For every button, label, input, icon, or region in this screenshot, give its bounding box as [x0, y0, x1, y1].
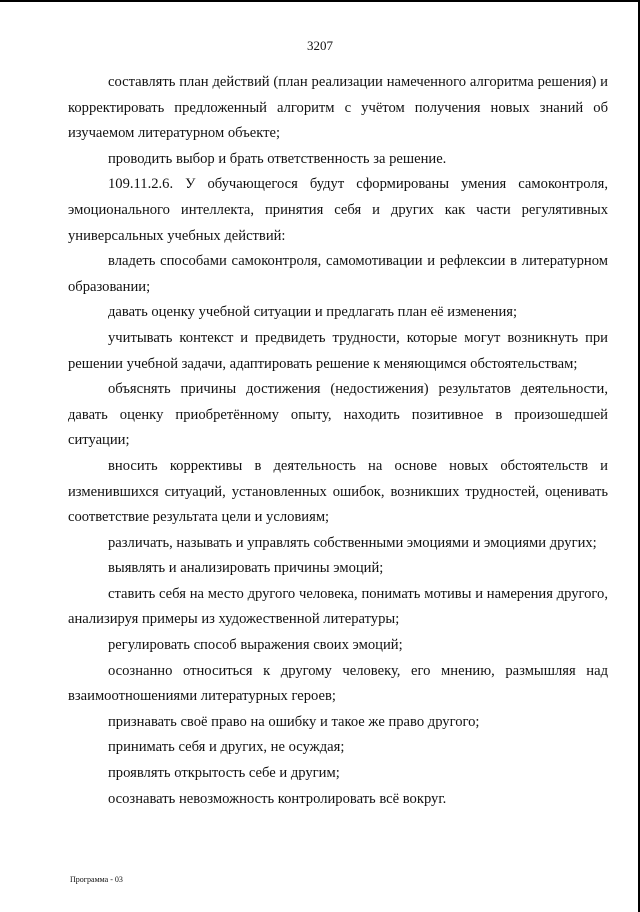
- list-item: проявлять открытость себе и другим;: [108, 765, 340, 782]
- list-item: принимать себя и других, не осуждая;: [108, 739, 345, 756]
- list-item: осознавать невозможность контролировать всё вокруг.: [108, 790, 447, 807]
- list-item: давать оценку учебной ситуации и предлагать план её изменения;: [108, 304, 518, 321]
- list-item: ставить себя на место другого человека, понимать мотивы и намерения другого, анализируя примеры из художественной литературы;: [68, 585, 608, 628]
- list-item: регулировать способ выражения своих эмоций;: [108, 637, 403, 654]
- section-heading-paragraph: 109.11.2.6. У обучающегося будут сформированы умения самоконтроля, эмоционального интеллекта, принятия себя и других как части регулятивных универсальных учебных действий:: [68, 176, 608, 244]
- paragraph: проводить выбор и брать ответственность за решение.: [108, 150, 447, 167]
- list-item: учитывать контекст и предвидеть трудности, которые могут возникнуть при решении учебной задачи, адаптировать решение к меняющимся обстоятельствам;: [68, 329, 608, 372]
- list-item: выявлять и анализировать причины эмоций;: [108, 560, 384, 577]
- list-item: осознанно относиться к другому человеку, его мнению, размышляя над взаимоотношениями литературных героев;: [68, 662, 608, 705]
- list-item: владеть способами самоконтроля, самомотивации и рефлексии в литературном образовании;: [68, 253, 608, 295]
- page-number: 3207: [307, 38, 333, 53]
- list-item: различать, называть и управлять собственными эмоциями и эмоциями других;: [108, 534, 597, 551]
- paragraph: составлять план действий (план реализации намеченного алгоритма решения) и корректировать предложенный алгоритм с учётом получения новых знаний об изучаемом литературном объекте;: [68, 74, 608, 142]
- body-text: [68, 70, 608, 812]
- page-footer: Программа - 03: [70, 875, 123, 884]
- list-item: признавать своё право на ошибку и такое же право другого;: [108, 713, 480, 730]
- list-item: вносить коррективы в деятельность на основе новых обстоятельств и изменившихся ситуаций, установленных ошибок, возникших трудностей, оценивать соответствие результата цели и условиям;: [68, 457, 608, 526]
- list-item: объяснять причины достижения (недостижения) результатов деятельности, давать оценку приобретённому опыту, находить позитивное в произошедшей ситуации;: [68, 381, 608, 449]
